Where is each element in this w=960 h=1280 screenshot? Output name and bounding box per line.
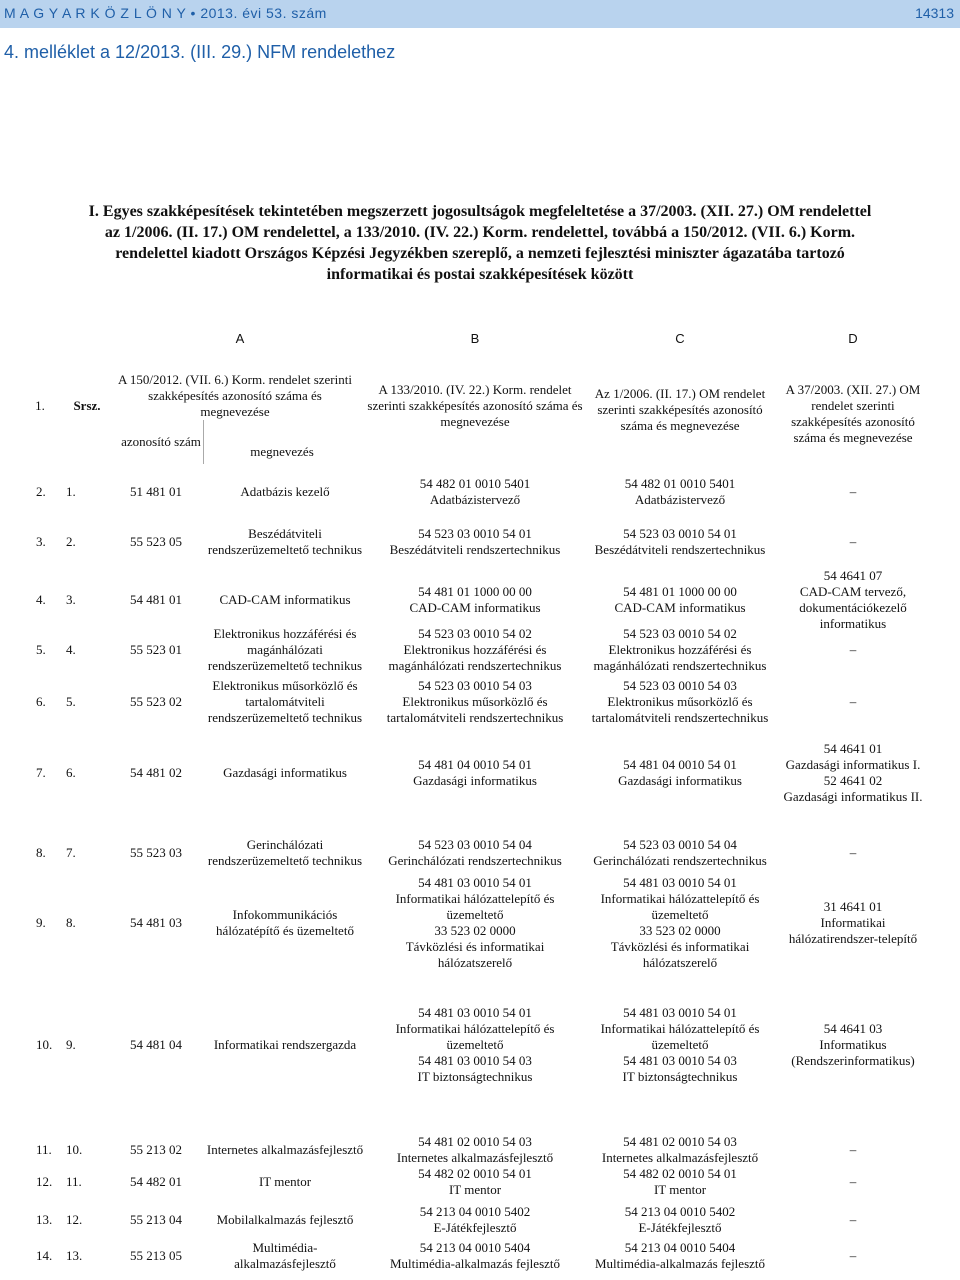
col-b-equivalent: hálózatszerelő — [437, 955, 513, 970]
col-b-equivalent: Multimédia-alkalmazás fejlesztő — [389, 1256, 561, 1271]
qualification-name: rendszerüzemeltető technikus — [207, 658, 363, 673]
col-b-equivalent: 54 523 03 0010 54 02 — [418, 626, 532, 641]
col-c-equivalent: 54 213 04 0010 5402 — [624, 1204, 736, 1219]
row-number: 4. — [36, 592, 46, 607]
qualification-name: Adatbázis kezelő — [240, 484, 330, 499]
column-letter-c: C — [675, 331, 685, 346]
row-number: 10. — [36, 1037, 53, 1052]
header-col-d: A 37/2003. (XII. 27.) OM rendelet szerinti szakképesítés azonosító száma és megnevezése — [785, 382, 921, 445]
header-srsz: Srsz. — [73, 398, 101, 413]
col-b-equivalent: Informatikai hálózattelepítő és — [395, 1021, 555, 1036]
col-c-equivalent: 54 481 04 0010 54 01 — [623, 757, 737, 772]
qualification-id: 54 481 04 — [130, 1037, 182, 1052]
col-d-equivalent: CAD-CAM tervező, — [799, 584, 907, 599]
col-c-equivalent: Informatikai hálózattelepítő és — [600, 891, 760, 906]
header-row-number: 1. — [35, 398, 45, 413]
col-d-equivalent: 31 4641 01 — [823, 899, 883, 914]
row-srsz: 4. — [66, 642, 76, 657]
col-b-equivalent: 54 481 03 0010 54 03 — [418, 1053, 532, 1068]
col-b-equivalent: üzemeltető — [446, 1037, 504, 1052]
qualification-name: Informatikai rendszergazda — [213, 1037, 357, 1052]
row-srsz: 3. — [66, 592, 76, 607]
col-d-equivalent: – — [849, 1142, 857, 1157]
col-d-equivalent: – — [849, 845, 857, 860]
annex-title: 4. melléklet a 12/2013. (III. 29.) NFM rendelethez — [4, 42, 396, 62]
col-d-equivalent: dokumentációkezelő — [799, 600, 907, 615]
row-number: 13. — [36, 1212, 53, 1227]
row-srsz: 10. — [66, 1142, 83, 1157]
col-c-equivalent: Internetes alkalmazásfejlesztő — [601, 1150, 759, 1165]
col-c-equivalent: Beszédátviteli rendszertechnikus — [594, 542, 766, 557]
qualification-id: 55 523 03 — [130, 845, 182, 860]
col-d-equivalent: – — [849, 1248, 857, 1263]
col-b-equivalent: IT mentor — [448, 1182, 502, 1197]
col-c-equivalent: Elektronikus hozzáférési és — [608, 642, 752, 657]
qualification-name: Mobilalkalmazás fejlesztő — [216, 1212, 354, 1227]
col-c-equivalent: E-Játékfejlesztő — [638, 1220, 722, 1235]
col-d-equivalent: 54 4641 03 — [823, 1021, 883, 1036]
col-d-equivalent: – — [849, 642, 857, 657]
qualification-id: 55 523 05 — [130, 534, 182, 549]
col-c-equivalent: IT mentor — [653, 1182, 707, 1197]
col-b-equivalent: 54 481 03 0010 54 01 — [418, 875, 532, 890]
row-srsz: 13. — [66, 1248, 83, 1263]
row-srsz: 1. — [66, 484, 76, 499]
col-b-equivalent: CAD-CAM informatikus — [409, 600, 541, 615]
col-d-equivalent: – — [849, 1174, 857, 1189]
qualification-name: IT mentor — [258, 1174, 312, 1189]
col-d-equivalent: – — [849, 1212, 857, 1227]
row-srsz: 7. — [66, 845, 76, 860]
col-b-equivalent: üzemeltető — [446, 907, 504, 922]
qualification-name: Elektronikus műsorközlő és — [212, 678, 358, 693]
row-number: 14. — [36, 1248, 53, 1263]
column-letter-b: B — [470, 331, 480, 346]
qualification-name: Multimédia- — [252, 1240, 318, 1255]
col-b-equivalent: magánhálózati rendszertechnikus — [388, 658, 562, 673]
col-b-equivalent: Elektronikus műsorközlő és — [402, 694, 548, 709]
qualification-name: rendszerüzemeltető technikus — [207, 710, 363, 725]
col-d-equivalent: – — [849, 484, 857, 499]
col-b-equivalent: 54 481 02 0010 54 03 — [418, 1134, 532, 1149]
row-srsz: 6. — [66, 765, 76, 780]
col-b-equivalent: IT biztonságtechnikus — [417, 1069, 533, 1084]
header-col-a-id: azonosító szám — [121, 434, 201, 449]
col-c-equivalent: Adatbázistervező — [634, 492, 726, 507]
qualification-id: 54 481 02 — [130, 765, 182, 780]
col-c-equivalent: 54 481 03 0010 54 01 — [623, 875, 737, 890]
col-d-equivalent: informatikus — [819, 616, 887, 631]
col-d-equivalent: 52 4641 02 — [823, 773, 883, 788]
qualification-id: 54 482 01 — [130, 1174, 182, 1189]
col-b-equivalent: 54 482 01 0010 5401 — [419, 476, 531, 491]
qualification-name: magánhálózati — [247, 642, 323, 657]
row-number: 11. — [36, 1142, 52, 1157]
col-b-equivalent: 54 213 04 0010 5402 — [419, 1204, 531, 1219]
qualification-name: Infokommunikációs — [232, 907, 338, 922]
column-letter-d: D — [848, 331, 858, 346]
col-c-equivalent: Távközlési és informatikai — [610, 939, 750, 954]
section-title: I. Egyes szakképesítések tekintetében megszerzett jogosultságok megfeleltetése a 37/2003. (XII. 27.) OM rendelettel az 1/2006. (II. 17.) OM rendelettel, a 133/2010. (IV. 22.) Korm. rendelettel, továbbá a 150/2012. (VII. 6.) Korm. rendelettel kiadott Országos Képzési Jegyzékben szereplő, a nemzeti fejlesztési miniszter ágazatába tartozó informatikai és postai szakképesítések között — [88, 203, 872, 283]
col-b-equivalent: 54 481 01 1000 00 00 — [418, 584, 532, 599]
col-d-equivalent: – — [849, 534, 857, 549]
row-srsz: 12. — [66, 1212, 83, 1227]
qualification-name: tartalomátviteli — [245, 694, 325, 709]
qualification-name: Gazdasági informatikus — [223, 765, 347, 780]
row-number: 7. — [36, 765, 46, 780]
col-c-equivalent: 54 481 01 1000 00 00 — [623, 584, 737, 599]
col-c-equivalent: 54 213 04 0010 5404 — [624, 1240, 736, 1255]
qualification-id: 55 213 05 — [130, 1248, 182, 1263]
col-b-equivalent: Távközlési és informatikai — [405, 939, 545, 954]
row-number: 8. — [36, 845, 46, 860]
journal-title: M A G Y A R K Ö Z L Ö N Y • 2013. évi 53. szám — [4, 5, 327, 21]
col-b-equivalent: Adatbázistervező — [429, 492, 521, 507]
col-c-equivalent: 54 523 03 0010 54 04 — [623, 837, 737, 852]
row-srsz: 5. — [66, 694, 76, 709]
col-c-equivalent: tartalomátviteli rendszertechnikus — [591, 710, 769, 725]
col-b-equivalent: 54 481 04 0010 54 01 — [418, 757, 532, 772]
col-b-equivalent: Elektronikus hozzáférési és — [403, 642, 547, 657]
col-b-equivalent: 54 481 03 0010 54 01 — [418, 1005, 532, 1020]
qualification-id: 51 481 01 — [130, 484, 182, 499]
col-c-equivalent: Gerinchálózati rendszertechnikus — [593, 853, 767, 868]
qualification-id: 55 523 02 — [130, 694, 182, 709]
qualification-name: Gerinchálózati — [246, 837, 324, 852]
col-b-equivalent: tartalomátviteli rendszertechnikus — [386, 710, 564, 725]
qualification-id: 54 481 03 — [130, 915, 182, 930]
col-c-equivalent: üzemeltető — [651, 1037, 709, 1052]
qualification-name: rendszerüzemeltető technikus — [207, 542, 363, 557]
header-subcolumn-divider — [203, 420, 204, 464]
col-b-equivalent: Gerinchálózati rendszertechnikus — [388, 853, 562, 868]
col-b-equivalent: 54 482 02 0010 54 01 — [418, 1166, 532, 1181]
qualification-name: CAD-CAM informatikus — [219, 592, 351, 607]
col-c-equivalent: Informatikai hálózattelepítő és — [600, 1021, 760, 1036]
col-c-equivalent: 33 523 02 0000 — [639, 923, 721, 938]
col-c-equivalent: 54 523 03 0010 54 02 — [623, 626, 737, 641]
row-number: 5. — [36, 642, 46, 657]
row-srsz: 8. — [66, 915, 76, 930]
col-b-equivalent: Informatikai hálózattelepítő és — [395, 891, 555, 906]
qualification-id: 55 213 02 — [130, 1142, 182, 1157]
col-c-equivalent: hálózatszerelő — [642, 955, 718, 970]
col-d-equivalent: Informatikai — [820, 915, 886, 930]
col-d-equivalent: – — [849, 694, 857, 709]
col-c-equivalent: Gazdasági informatikus — [618, 773, 742, 788]
qualification-id: 55 523 01 — [130, 642, 182, 657]
row-number: 9. — [36, 915, 46, 930]
col-b-equivalent: 54 523 03 0010 54 03 — [418, 678, 532, 693]
header-col-c: Az 1/2006. (II. 17.) OM rendelet szerinti szakképesítés azonosító száma és megnevezése — [594, 386, 766, 433]
header-col-a-name: megnevezés — [250, 444, 314, 459]
col-c-equivalent: 54 481 03 0010 54 01 — [623, 1005, 737, 1020]
col-b-equivalent: 54 213 04 0010 5404 — [419, 1240, 531, 1255]
col-b-equivalent: Internetes alkalmazásfejlesztő — [396, 1150, 554, 1165]
row-number: 6. — [36, 694, 46, 709]
col-d-equivalent: 54 4641 07 — [823, 568, 883, 583]
column-letters — [0, 331, 960, 351]
col-c-equivalent: magánhálózati rendszertechnikus — [593, 658, 767, 673]
header-col-b: A 133/2010. (IV. 22.) Korm. rendelet szerinti szakképesítés azonosító száma és megnevezése — [367, 382, 583, 429]
qualification-name: alkalmazásfejlesztő — [234, 1256, 336, 1271]
row-srsz: 9. — [66, 1037, 76, 1052]
journal-header — [0, 0, 960, 28]
page-number: 14313 — [915, 5, 954, 21]
col-d-equivalent: Gazdasági informatikus I. — [785, 757, 921, 772]
col-d-equivalent: hálózatirendszer-telepítő — [788, 931, 918, 946]
col-b-equivalent: E-Játékfejlesztő — [433, 1220, 517, 1235]
col-b-equivalent: 54 523 03 0010 54 01 — [418, 526, 532, 541]
col-d-equivalent: 54 4641 01 — [823, 741, 883, 756]
col-d-equivalent: (Rendszerinformatikus) — [791, 1053, 915, 1068]
qualification-name: Internetes alkalmazásfejlesztő — [206, 1142, 364, 1157]
col-b-equivalent: Gazdasági informatikus — [413, 773, 537, 788]
header-col-a: A 150/2012. (VII. 6.) Korm. rendelet szerinti szakképesítés azonosító száma és megnevezése — [118, 372, 352, 419]
row-number: 3. — [36, 534, 46, 549]
col-c-equivalent: 54 481 03 0010 54 03 — [623, 1053, 737, 1068]
col-c-equivalent: Elektronikus műsorközlő és — [607, 694, 753, 709]
col-c-equivalent: IT biztonságtechnikus — [622, 1069, 738, 1084]
qualification-name: Beszédátviteli — [248, 526, 322, 541]
col-b-equivalent: 54 523 03 0010 54 04 — [418, 837, 532, 852]
column-letter-a: A — [235, 331, 245, 346]
col-b-equivalent: 33 523 02 0000 — [434, 923, 516, 938]
row-number: 2. — [36, 484, 46, 499]
col-c-equivalent: Multimédia-alkalmazás fejlesztő — [594, 1256, 766, 1271]
qualification-name: Elektronikus hozzáférési és — [213, 626, 357, 641]
col-b-equivalent: Beszédátviteli rendszertechnikus — [389, 542, 561, 557]
col-c-equivalent: 54 523 03 0010 54 03 — [623, 678, 737, 693]
row-srsz: 11. — [66, 1174, 82, 1189]
col-c-equivalent: 54 482 02 0010 54 01 — [623, 1166, 737, 1181]
qualification-id: 54 481 01 — [130, 592, 182, 607]
col-c-equivalent: 54 482 01 0010 5401 — [624, 476, 736, 491]
qualification-name: hálózatépítő és üzemeltető — [216, 923, 354, 938]
col-c-equivalent: CAD-CAM informatikus — [614, 600, 746, 615]
col-c-equivalent: üzemeltető — [651, 907, 709, 922]
row-srsz: 2. — [66, 534, 76, 549]
row-number: 12. — [36, 1174, 53, 1189]
col-d-equivalent: Informatikus — [819, 1037, 887, 1052]
col-c-equivalent: 54 523 03 0010 54 01 — [623, 526, 737, 541]
qualification-id: 55 213 04 — [130, 1212, 182, 1227]
col-d-equivalent: Gazdasági informatikus II. — [783, 789, 923, 804]
qualification-name: rendszerüzemeltető technikus — [207, 853, 363, 868]
col-c-equivalent: 54 481 02 0010 54 03 — [623, 1134, 737, 1149]
